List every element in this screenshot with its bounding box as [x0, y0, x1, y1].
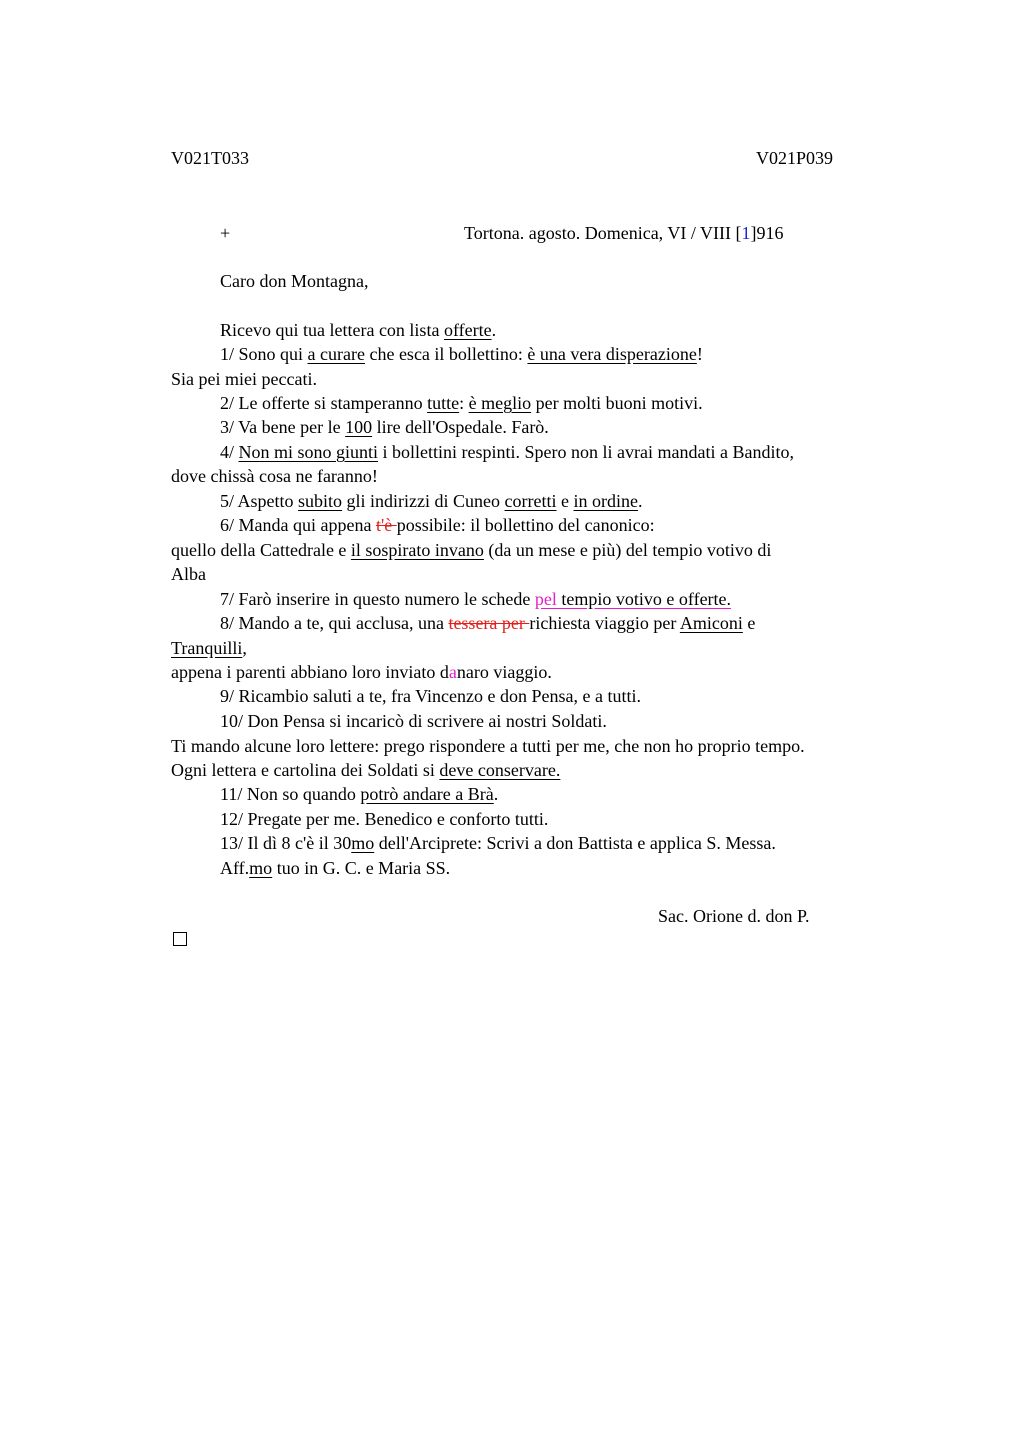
signature: Sac. Orione d. don P.: [658, 906, 810, 926]
point-6: 6/ Manda qui appena t'è possibile: il bollettino del canonico:: [220, 515, 655, 535]
point-1: 1/ Sono qui a curare che esca il bollettino: è una vera disperazione!: [220, 344, 703, 364]
salutation: Caro don Montagna,: [220, 271, 369, 291]
point-10: 10/ Don Pensa si incaricò di scrivere ai nostri Soldati.: [220, 711, 607, 731]
inserted-text: a: [448, 662, 457, 682]
point-11: 11/ Non so quando potrò andare a Brà.: [220, 784, 499, 804]
end-square-icon: [173, 932, 187, 946]
point-5: 5/ Aspetto subito gli indirizzi di Cuneo corretti e in ordine.: [220, 491, 643, 511]
inserted-text: pel: [534, 589, 562, 609]
point-3: 3/ Va bene per le 100 lire dell'Ospedale. Farò.: [220, 417, 549, 437]
point-4: 4/ Non mi sono giunti i bollettini respinti. Spero non li avrai mandati a Bandito,: [220, 442, 794, 462]
closing-line: Aff.mo tuo in G. C. e Maria SS.: [220, 858, 451, 878]
point-13: 13/ Il dì 8 c'è il 30mo dell'Arciprete: Scrivi a don Battista e applica S. Messa.: [220, 833, 776, 853]
point-8: 8/ Mando a te, qui acclusa, una tessera per richiesta viaggio per Amiconi e: [220, 613, 756, 633]
document-code-right: V021P039: [756, 148, 834, 168]
cross-symbol: +: [220, 223, 231, 243]
point-6-cont-2: Alba: [171, 564, 206, 584]
deleted-text: tessera per: [448, 613, 530, 633]
deleted-text: t'è: [375, 515, 397, 535]
document-code-left: V021T033: [171, 148, 249, 168]
point-2: 2/ Le offerte si stamperanno tutte: è meglio per molti buoni motivi.: [220, 393, 703, 413]
intro-line: Ricevo qui tua lettera con lista offerte.: [220, 320, 497, 340]
point-7: 7/ Farò inserire in questo numero le schede pel tempio votivo e offerte.: [220, 589, 732, 609]
point-6-cont: quello della Cattedrale e il sospirato invano (da un mese e più) del tempio votivo di: [171, 540, 772, 560]
point-9: 9/ Ricambio saluti a te, fra Vincenzo e don Pensa, e a tutti.: [220, 686, 641, 706]
point-8-cont-2: appena i parenti abbiano loro inviato danaro viaggio.: [171, 662, 552, 682]
point-4-cont: dove chissà cosa ne faranno!: [171, 466, 378, 486]
point-8-cont: Tranquilli,: [171, 638, 247, 658]
place-date: Tortona. agosto. Domenica, VI / VIII [1]916: [464, 223, 784, 243]
point-1-cont: Sia pei miei peccati.: [171, 369, 317, 389]
point-10-cont-2: Ogni lettera e cartolina dei Soldati si deve conservare.: [171, 760, 561, 780]
point-10-cont: Ti mando alcune loro lettere: prego rispondere a tutti per me, che non ho proprio tempo.: [171, 736, 805, 756]
point-12: 12/ Pregate per me. Benedico e conforto tutti.: [220, 809, 549, 829]
